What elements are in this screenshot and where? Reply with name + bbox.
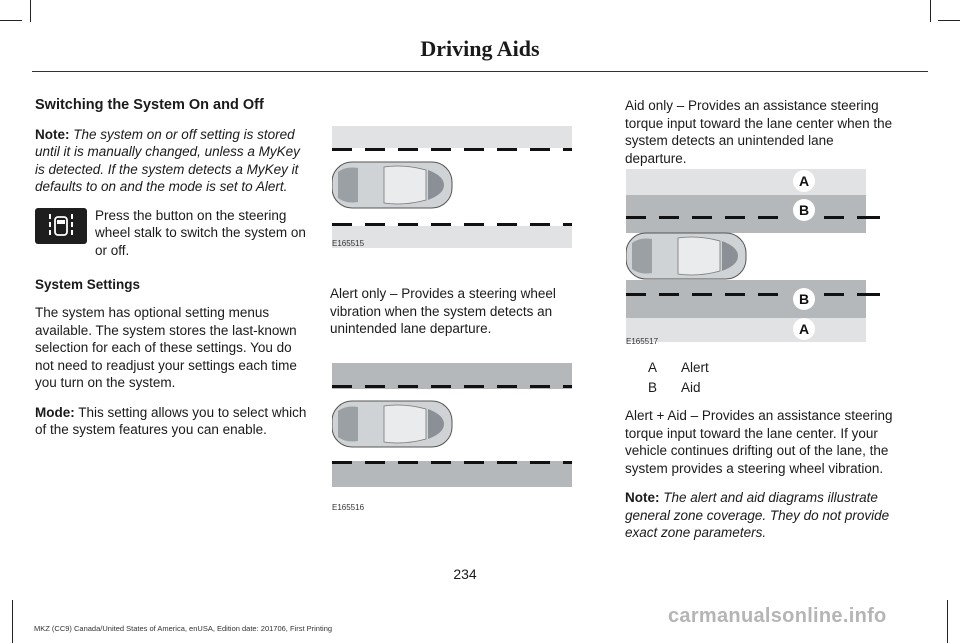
crop-mark (0, 20, 22, 21)
settings-heading: System Settings (35, 276, 141, 292)
note-text: The system on or off setting is stored until it is manually changed, unless a MyKey is detected. If the system detects a MyKey it defaults to on and the mode is set to Alert. (35, 126, 300, 194)
marker-b-bottom-label: B (798, 291, 810, 307)
marker-a-top-label: A (798, 173, 810, 189)
section-heading: Switching the System On and Off (35, 97, 264, 113)
alert-only-lane-diagram (332, 126, 572, 248)
crop-mark (30, 0, 31, 22)
crop-mark (12, 600, 13, 643)
crop-mark (938, 20, 960, 21)
aid-zone-diagram (626, 169, 880, 347)
mode-text: This setting allows you to select which of the system features you can enable. (35, 404, 307, 437)
settings-paragraph: The system has optional setting menus available. The system stores the last-known selection for each of these settings. You do not need to readjust your settings each time you turn on the system. (35, 305, 297, 390)
press-text: Press the button on the steering wheel stalk to switch the system on or off. (95, 207, 306, 258)
legend-key: A (648, 360, 658, 375)
figure-code: E165515 (332, 239, 365, 248)
legend-value: Alert (681, 360, 709, 375)
alert-only-zone-diagram (332, 363, 572, 515)
note-text: The alert and aid diagrams illustrate general zone coverage. They do not provide exact zone parameters. (625, 490, 890, 540)
aid-only-paragraph: Aid only – Provides an assistance steering torque input toward the lane center when the system detects an unintended lane departure. (625, 98, 893, 166)
note-paragraph (35, 126, 307, 196)
marker-a-bottom-label: A (798, 321, 810, 337)
mode-paragraph (35, 404, 307, 439)
car-icon (332, 401, 452, 447)
watermark: carmanualsonline.info (668, 605, 887, 627)
crop-mark (930, 0, 931, 22)
crop-mark (947, 600, 948, 643)
alert-aid-paragraph: Alert + Aid – Provides an assistance steering torque input toward the lane center. If your vehicle continues drifting out of the lane, the system provides a steering wheel vibration. (625, 408, 893, 476)
marker-b-top-label: B (798, 202, 810, 218)
legend-key: B (648, 380, 658, 395)
edition-info: MKZ (CC9) Canada/United States of America, enUSA, Edition date: 201706, First Printing (34, 624, 333, 633)
legend-row-a (648, 360, 709, 375)
right-lower-text (625, 407, 897, 554)
car-icon (332, 162, 452, 208)
left-column (35, 97, 307, 451)
alert-only-paragraph: Alert only – Provides a steering wheel vibration when the system detects an unintended lane departure. (330, 286, 556, 336)
page-title: Driving Aids (420, 36, 540, 61)
mode-label: Mode: (35, 404, 75, 420)
lane-keeping-icon (35, 208, 87, 244)
press-instruction (35, 208, 307, 268)
legend-value: Aid (681, 380, 701, 395)
header-divider (32, 71, 928, 72)
note-paragraph (625, 489, 897, 542)
page-number: 234 (453, 566, 477, 582)
legend-row-b (648, 380, 701, 395)
car-icon (626, 233, 746, 279)
note-label: Note: (35, 126, 70, 142)
note-label: Note: (625, 490, 660, 505)
figure-code: E165516 (332, 503, 365, 512)
figure-code: E165517 (626, 337, 659, 346)
